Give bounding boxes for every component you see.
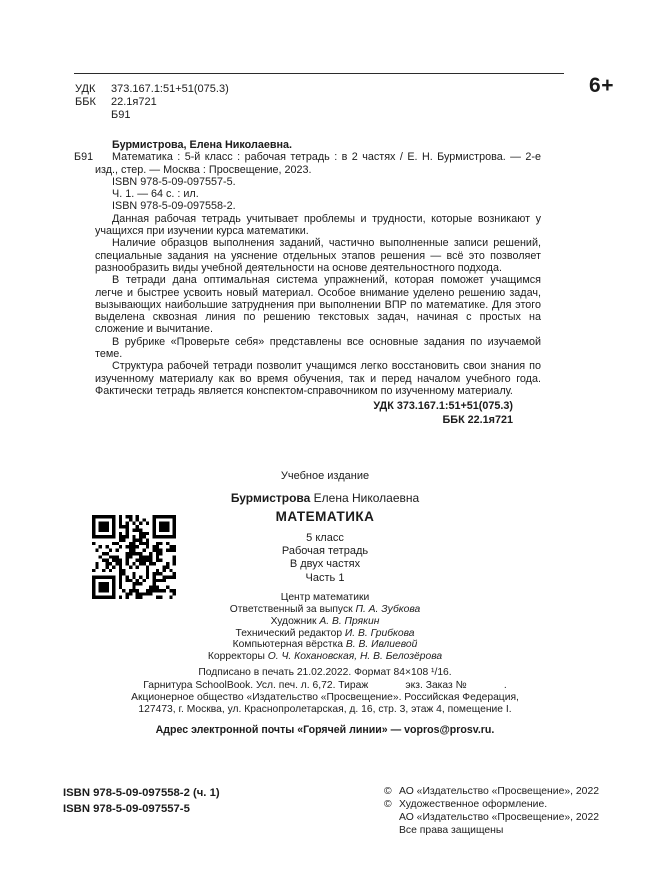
- copyright-text: Художественное оформление.: [399, 799, 548, 810]
- edition-author: [60, 491, 590, 505]
- staff-center: Центр математики: [280, 591, 370, 603]
- udk-value: 373.167.1:51+51(075.3): [111, 83, 229, 95]
- staff-role-name: В. В. Ивлиевой: [345, 639, 418, 651]
- copyright-line: [384, 785, 599, 798]
- staff-role-name: О. Ч. Кохановская, Н. В. Белозёрова: [267, 651, 443, 663]
- staff-role: [60, 639, 590, 651]
- copyright-line: [384, 811, 599, 824]
- bib-entry: [74, 151, 541, 176]
- subtitle-part-number: Часть 1: [305, 571, 345, 584]
- staff-role: [60, 616, 590, 628]
- copyright-text: Все права защищены: [399, 825, 504, 836]
- bbk-value: 22.1я721: [111, 96, 157, 108]
- staff-role-label: Ответственный за выпуск: [229, 603, 356, 615]
- top-divider: [74, 73, 564, 74]
- bib-description: Математика : 5-й класс : рабочая тетрадь : в 2 частях / Е. Н. Бурмистрова. — 2-е изд., стер. — Москва : Просвещение, 2023.: [95, 151, 541, 176]
- hotline-email-line: Адрес электронной почты «Горячей линии» — vopros@prosv.ru.: [155, 724, 495, 737]
- annotation-paragraph: Наличие образцов выполнения заданий, частично выполненные записи решений, специальные задания на уяснение отдельных этапов решения — всё это позволяет разнообразить виды учебной деятельности на основе деятельностного подхода.: [95, 237, 541, 274]
- isbn-footer-line: ISBN 978-5-09-097558-2 (ч. 1): [63, 787, 220, 799]
- classification-codes: [75, 83, 229, 122]
- copyright-text: АО «Издательство «Просвещение», 2022: [399, 812, 600, 823]
- annotation-paragraph: В рубрике «Проверьте себя» представлены все основные задания по изучаемой теме.: [95, 335, 541, 361]
- annotation-paragraph: Структура рабочей тетради позволит учащимся легко восстановить свои знания по изученному материалу как во время обучения, так и перед началом учебного года. Фактически тетрадь является конспектом-справочником по изученному материалу.: [95, 360, 541, 397]
- spacer: [75, 109, 111, 122]
- copyright-symbol: [384, 824, 399, 837]
- author-sign-line: [75, 109, 229, 122]
- footer-isbn-block: [63, 786, 220, 817]
- staff-role-name: А. В. Прякин: [319, 615, 380, 627]
- subtitle-grade: 5 класс: [306, 532, 344, 544]
- catalog-annotation: [74, 139, 541, 427]
- udk-label: УДК: [75, 83, 96, 95]
- bbk-label: ББК: [75, 96, 96, 108]
- staff-role-label: Технический редактор: [235, 627, 345, 639]
- isbn-line-part1: ISBN 978-5-09-097557-5.: [112, 175, 236, 188]
- staff-role: [60, 628, 590, 640]
- publisher-address-line: 127473, г. Москва, ул. Краснопролетарская, д. 16, стр. 3, этаж 4, помещение I.: [138, 704, 512, 716]
- copyright-line: [384, 798, 599, 811]
- author-sign: Б91: [111, 109, 131, 121]
- staff-role: [60, 604, 590, 616]
- staff-block: [60, 592, 590, 663]
- book-title: МАТЕМАТИКА: [275, 509, 375, 524]
- staff-role: [60, 651, 590, 663]
- isbn-line-part2: ISBN 978-5-09-097558-2.: [112, 200, 236, 213]
- staff-role-name: П. А. Зубкова: [355, 603, 421, 615]
- author-heading: Бурмистрова, Елена Николаевна.: [112, 139, 293, 151]
- publisher-line: Акционерное общество «Издательство «Просвещение». Российская Федерация,: [131, 691, 519, 703]
- print-info-block: [60, 667, 590, 716]
- subtitle-parts: В двух частях: [289, 558, 361, 571]
- annotation-paragraph: Данная рабочая тетрадь учитывает проблемы и трудности, которые возникают у учащихся при изучении курса математики.: [95, 212, 541, 238]
- copyright-block: [384, 785, 599, 837]
- edition-block: [60, 470, 590, 736]
- copyright-line: [384, 824, 599, 837]
- entry-code: Б91: [74, 151, 94, 164]
- subtitle-type: Рабочая тетрадь: [281, 545, 369, 558]
- copyright-symbol: ©: [384, 799, 392, 810]
- annotation-paragraph: В тетради дана оптимальная система упражнений, которая поможет учащимся легче и быстрее усвоить новый материал. Особое внимание уделено решению задач, вызывающих наибольшие затруднения при выполнении ВПР по математике. Для этого выделена сквозная линия по решению текстовых задач, начиная с простых на сложение и вычитание.: [95, 274, 541, 336]
- staff-role-label: Компьютерная вёрстка: [232, 639, 346, 651]
- udk-line: [75, 83, 229, 96]
- bbk-line: [75, 96, 229, 109]
- bbk-right: ББК 22.1я721: [442, 413, 513, 426]
- part-line: Ч. 1. — 64 с. : ил.: [112, 188, 199, 201]
- edition-author-surname: Бурмистрова: [230, 491, 311, 505]
- age-rating-badge: 6+: [589, 74, 614, 97]
- copyright-text: АО «Издательство «Просвещение», 2022: [399, 786, 600, 797]
- staff-role-label: Художник: [270, 615, 320, 627]
- print-run-line: Гарнитура SchoolBook. Усл. печ. л. 6,72. Тираж экз. Заказ № .: [143, 679, 507, 691]
- udk-bbk-right-block: [95, 400, 541, 427]
- staff-role-name: И. В. Грибкова: [344, 627, 415, 639]
- isbn-footer-line: ISBN 978-5-09-097557-5: [63, 802, 190, 815]
- copyright-symbol: ©: [384, 786, 392, 797]
- edition-kind: Учебное издание: [280, 470, 370, 482]
- print-date-format-line: Подписано в печать 21.02.2022. Формат 84×108 ¹/16.: [198, 667, 452, 679]
- edition-author-given: Елена Николаевна: [310, 491, 420, 505]
- copyright-symbol: [384, 811, 399, 824]
- udk-right: УДК 373.167.1:51+51(075.3): [373, 400, 513, 413]
- staff-role-label: Корректоры: [207, 651, 268, 663]
